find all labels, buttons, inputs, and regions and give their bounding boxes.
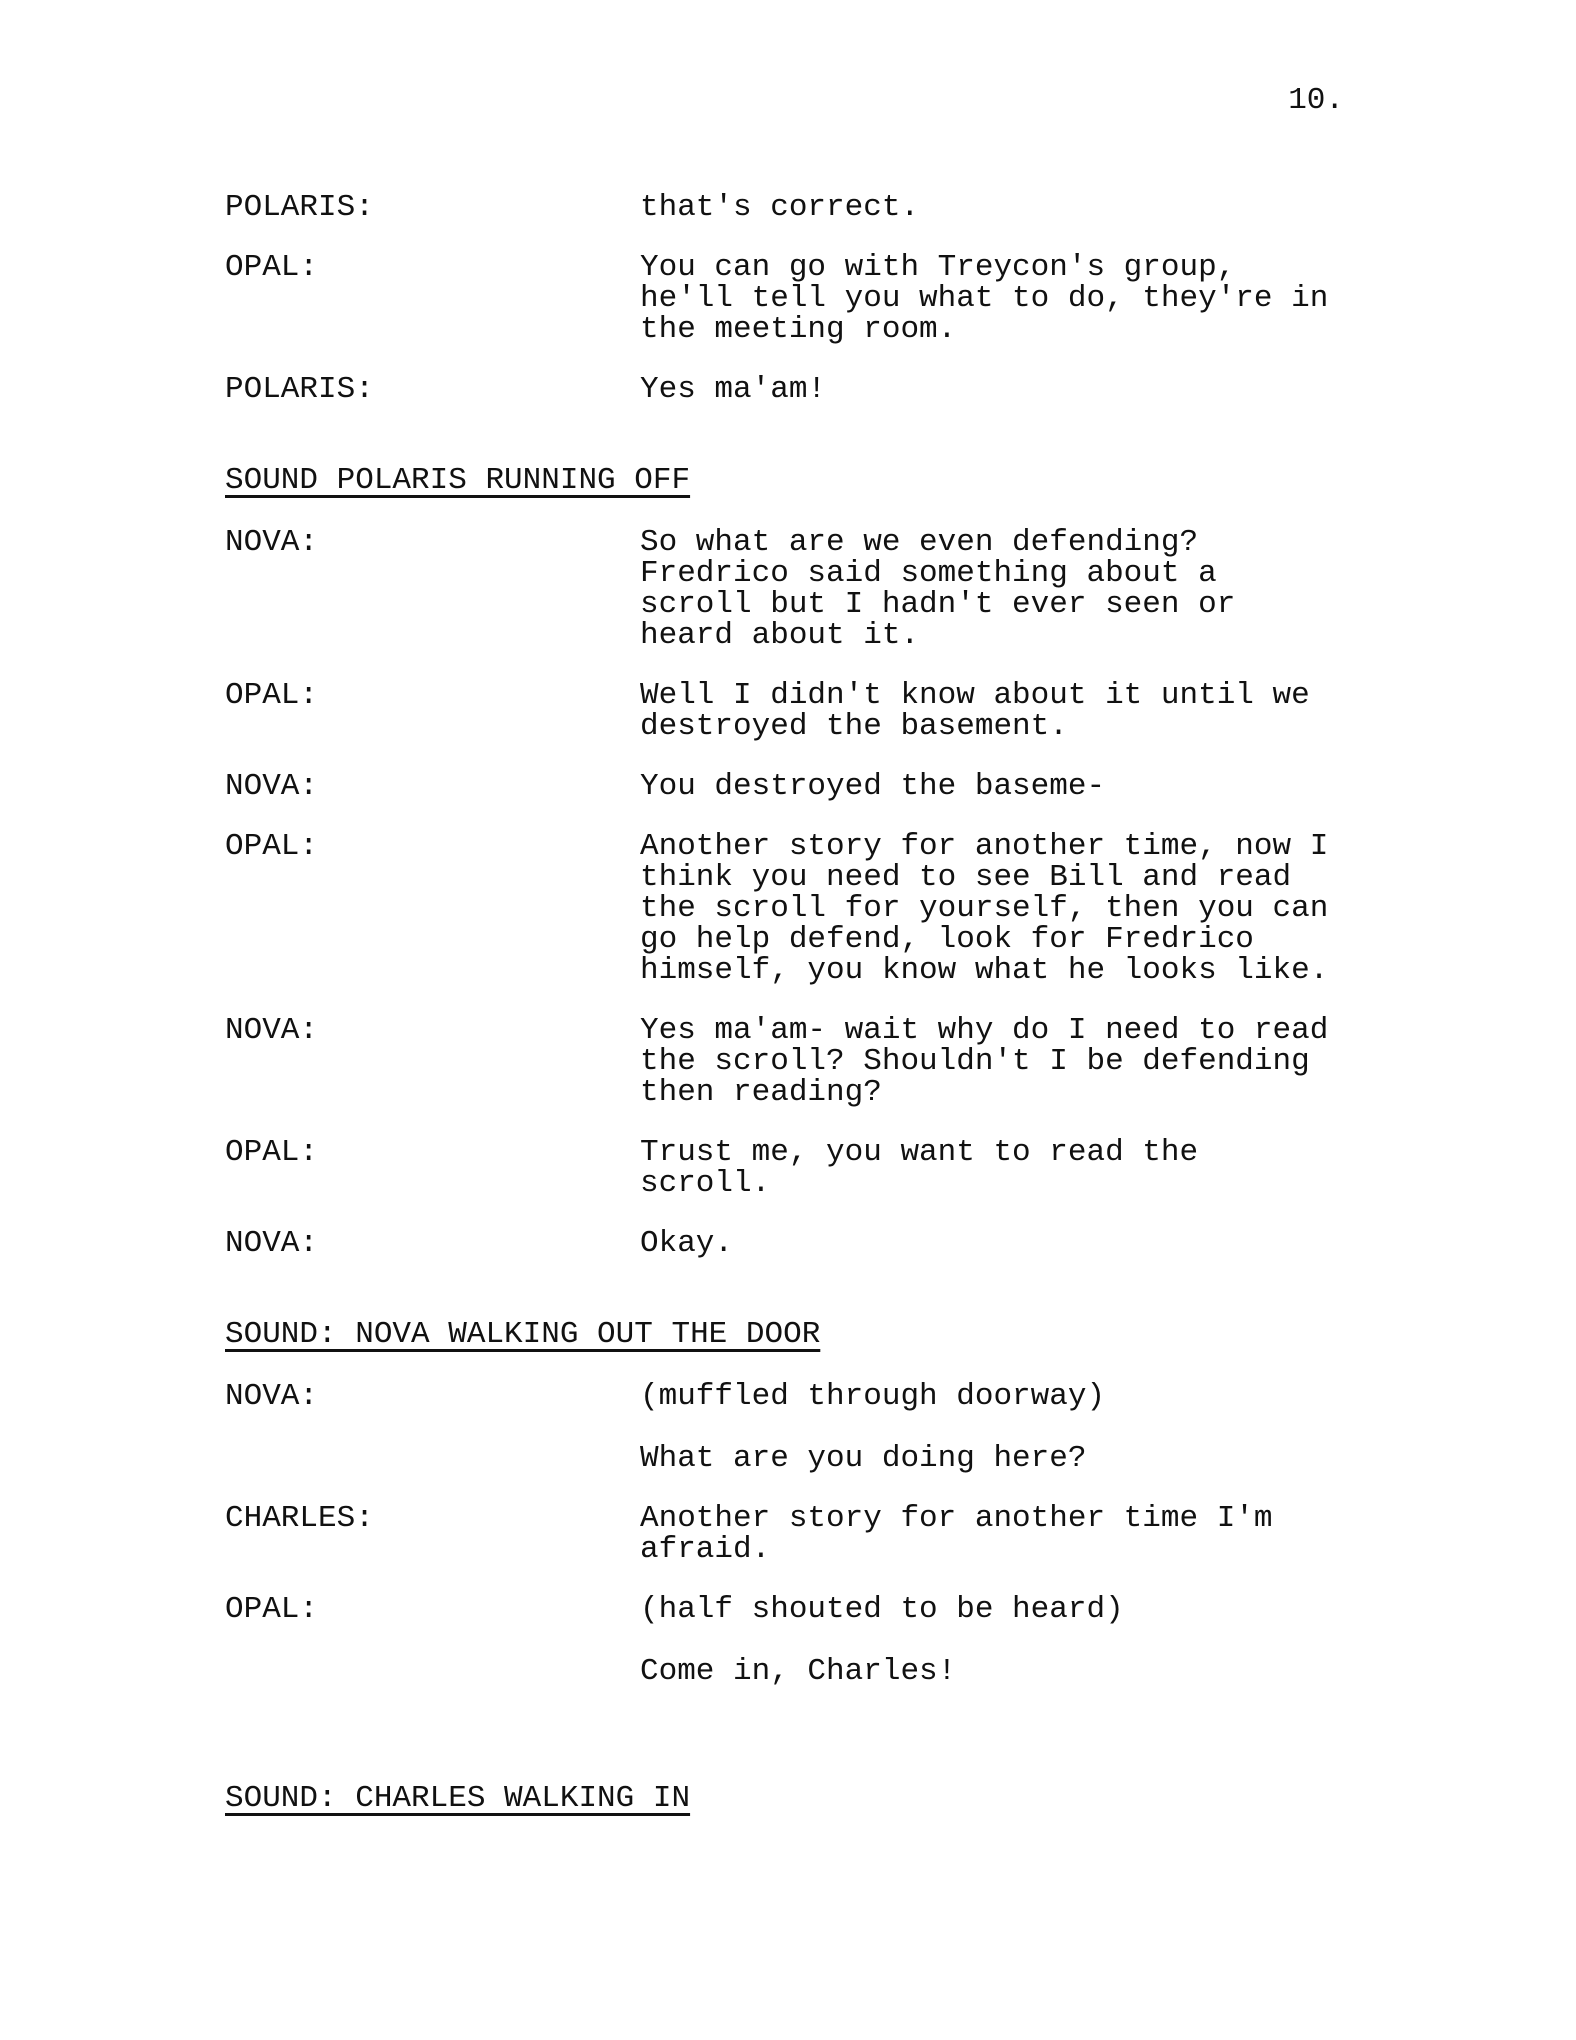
- dialogue-line: You can go with Treycon's group,: [640, 250, 1236, 285]
- speaker-name: NOVA:: [225, 1013, 319, 1048]
- dialogue-block: [225, 1594, 1456, 1687]
- speaker-name: OPAL:: [225, 1135, 319, 1170]
- dialogue-line: heard about it.: [640, 618, 920, 653]
- dialogue-block: [225, 1228, 1456, 1259]
- dialogue-line: that's correct.: [640, 190, 920, 225]
- dialogue-line: scroll.: [640, 1166, 771, 1201]
- dialogue-text: [640, 1228, 1456, 1259]
- dialogue-line: Well I didn't know about it until we: [640, 678, 1310, 713]
- speaker-name: OPAL:: [225, 250, 319, 285]
- speaker-name: NOVA:: [225, 1379, 319, 1414]
- dialogue-block: [225, 252, 1456, 345]
- dialogue-block: [225, 527, 1456, 651]
- speaker-name: NOVA:: [225, 1226, 319, 1261]
- dialogue-line: the scroll? Shouldn't I be defending: [640, 1044, 1310, 1079]
- dialogue-line: Another story for another time I'm: [640, 1501, 1273, 1536]
- dialogue-line: think you need to see Bill and read: [640, 860, 1292, 895]
- speaker-name: NOVA:: [225, 525, 319, 560]
- dialogue-text: [640, 527, 1456, 651]
- dialogue-line: You destroyed the baseme-: [640, 769, 1106, 804]
- dialogue-text: [640, 831, 1456, 986]
- dialogue-block: [225, 1503, 1456, 1565]
- sound-cue-block: [225, 1783, 1456, 1814]
- dialogue-text: [640, 771, 1456, 802]
- speaker-name: POLARIS:: [225, 372, 374, 407]
- dialogue-text: [640, 252, 1456, 345]
- dialogue-line: Another story for another time, now I: [640, 829, 1329, 864]
- sound-cue-block: [225, 1319, 1456, 1350]
- dialogue-line: (half shouted to be heard): [640, 1592, 1124, 1627]
- speaker-name: CHARLES:: [225, 1501, 374, 1536]
- dialogue-line: then reading?: [640, 1075, 882, 1110]
- dialogue-line: So what are we even defending?: [640, 525, 1199, 560]
- dialogue-line: (muffled through doorway): [640, 1379, 1106, 1414]
- dialogue-line: Fredrico said something about a: [640, 556, 1217, 591]
- dialogue-text: [640, 192, 1456, 223]
- dialogue-block: [225, 374, 1456, 405]
- sound-cue: SOUND: NOVA WALKING OUT THE DOOR: [225, 1317, 821, 1352]
- dialogue-line: go help defend, look for Fredrico: [640, 922, 1254, 957]
- dialogue-line: scroll but I hadn't ever seen or: [640, 587, 1236, 622]
- paragraph-gap: [640, 1412, 1456, 1443]
- dialogue-line: the scroll for yourself, then you can: [640, 891, 1329, 926]
- dialogue-text: [640, 374, 1456, 405]
- page-number: 10.: [1288, 83, 1344, 118]
- paragraph-gap: [640, 1625, 1456, 1656]
- speaker-name: POLARIS:: [225, 190, 374, 225]
- dialogue-block: [225, 192, 1456, 223]
- dialogue-text: [640, 1594, 1456, 1687]
- dialogue-block: [225, 831, 1456, 986]
- sound-cue-block: [225, 465, 1456, 496]
- dialogue-block: [225, 1015, 1456, 1108]
- sound-cue: SOUND: CHARLES WALKING IN: [225, 1781, 691, 1816]
- dialogue-line: Yes ma'am!: [640, 372, 827, 407]
- dialogue-line: destroyed the basement.: [640, 709, 1068, 744]
- dialogue-text: [640, 1137, 1456, 1199]
- sound-cue: SOUND POLARIS RUNNING OFF: [225, 463, 691, 498]
- speaker-name: OPAL:: [225, 1592, 319, 1627]
- dialogue-text: [640, 1015, 1456, 1108]
- dialogue-line: Okay.: [640, 1226, 734, 1261]
- speaker-name: OPAL:: [225, 678, 319, 713]
- script-body: [225, 192, 1456, 1845]
- speaker-name: NOVA:: [225, 769, 319, 804]
- speaker-name: OPAL:: [225, 829, 319, 864]
- dialogue-line: himself, you know what he looks like.: [640, 953, 1329, 988]
- dialogue-text: [640, 1503, 1456, 1565]
- dialogue-block: [225, 680, 1456, 742]
- dialogue-block: [225, 1381, 1456, 1474]
- dialogue-line: Trust me, you want to read the: [640, 1135, 1199, 1170]
- dialogue-line: he'll tell you what to do, they're in: [640, 281, 1329, 316]
- dialogue-line: the meeting room.: [640, 312, 957, 347]
- dialogue-line: Yes ma'am- wait why do I need to read: [640, 1013, 1329, 1048]
- dialogue-block: [225, 771, 1456, 802]
- dialogue-text: [640, 680, 1456, 742]
- dialogue-line: Come in, Charles!: [640, 1654, 957, 1689]
- dialogue-text: [640, 1381, 1456, 1474]
- dialogue-block: [225, 1137, 1456, 1199]
- dialogue-line: What are you doing here?: [640, 1441, 1087, 1476]
- dialogue-line: afraid.: [640, 1532, 771, 1567]
